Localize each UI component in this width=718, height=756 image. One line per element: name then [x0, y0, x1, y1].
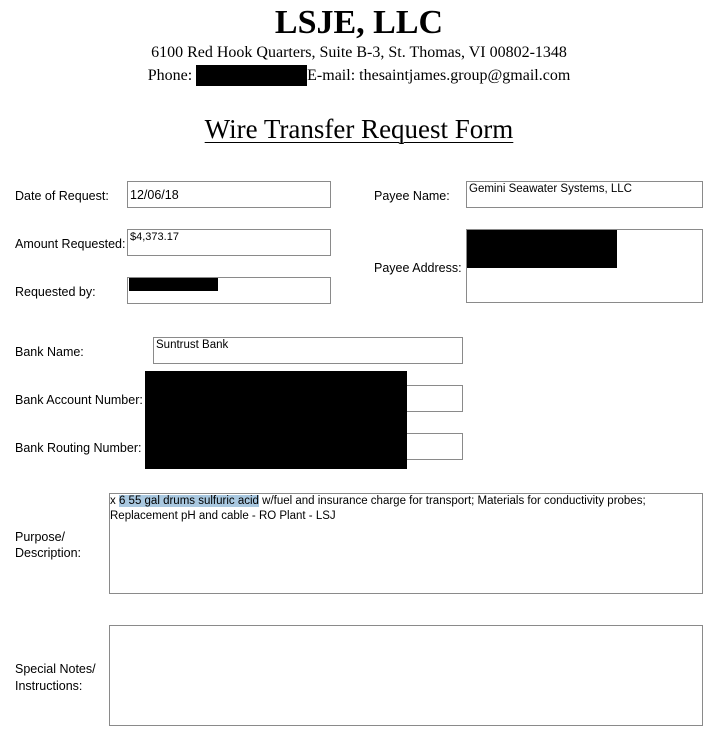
amount-value: $4,373.17: [130, 231, 179, 243]
notes-field[interactable]: [109, 625, 703, 726]
purpose-highlighted-text: 6 55 gal drums sulfuric acid: [118, 495, 259, 507]
requested-by-label: Requested by:: [15, 285, 96, 299]
date-value: 12/06/18: [130, 188, 179, 202]
bank-name-value: Suntrust Bank: [156, 339, 229, 351]
email-text: E-mail: thesaintjames.group@gmail.com: [307, 67, 571, 84]
account-number-label: Bank Account Number:: [15, 393, 143, 407]
phone-label: Phone:: [147, 67, 193, 84]
routing-number-label: Bank Routing Number:: [15, 441, 142, 455]
contact-line: [0, 65, 718, 86]
payee-address-redaction: [467, 230, 617, 268]
bank-name-label: Bank Name:: [15, 345, 84, 359]
payee-name-label: Payee Name:: [374, 189, 450, 203]
notes-label-line2: Instructions:: [15, 679, 83, 693]
amount-label: Amount Requested:: [15, 237, 126, 251]
payee-name-value: Gemini Seawater Systems, LLC: [469, 183, 632, 195]
requested-by-redaction: [129, 278, 218, 291]
form-title: Wire Transfer Request Form: [204, 114, 514, 144]
date-label: Date of Request:: [15, 189, 109, 203]
purpose-label-line1: Purpose/: [15, 530, 66, 544]
payee-address-label: Payee Address:: [374, 261, 462, 275]
company-address: 6100 Red Hook Quarters, Suite B-3, St. Thomas, VI 00802-1348: [151, 44, 567, 61]
purpose-rest: w/fuel and insurance charge for transport; Materials for conductivity probes; Replacement pH and cable - RO Plant - LSJ: [110, 495, 646, 522]
company-name: LSJE, LLC: [274, 4, 444, 41]
purpose-prefix: x: [110, 495, 119, 507]
notes-label-line1: Special Notes/: [15, 662, 96, 676]
purpose-value: [110, 494, 700, 524]
purpose-label-line2: Description:: [15, 546, 81, 560]
bank-details-redaction: [145, 371, 407, 469]
phone-redaction: [196, 65, 307, 86]
